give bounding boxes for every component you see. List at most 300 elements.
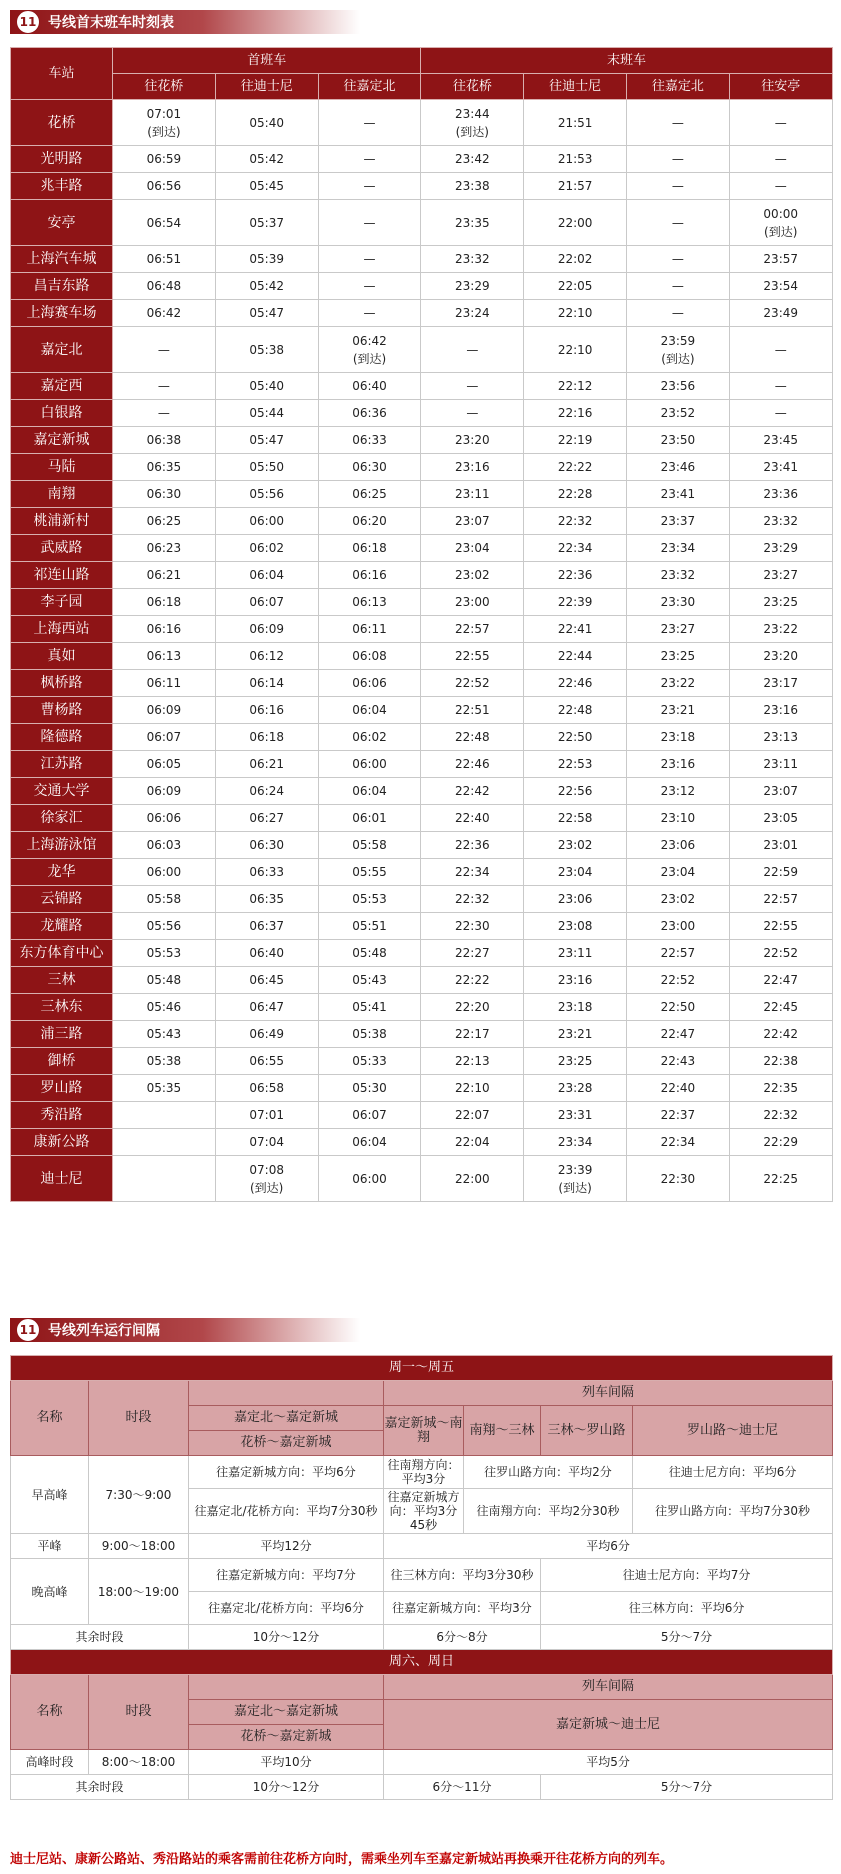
time-cell: 06:07 [318, 1102, 421, 1129]
time-cell: 05:44 [215, 400, 318, 427]
time-cell: 05:39 [215, 246, 318, 273]
time-cell: 23:11 [421, 481, 524, 508]
time-cell: 22:39 [524, 589, 627, 616]
time-cell: 05:38 [215, 327, 318, 373]
time-cell: 23:12 [627, 778, 730, 805]
station-row [11, 859, 833, 886]
pm-interval: 往迪士尼方向：平均7分 [541, 1559, 833, 1592]
time-cell: — [318, 300, 421, 327]
time-cell: 23:41 [729, 454, 832, 481]
time-cell: — [729, 373, 832, 400]
station-name: 罗山路 [11, 1075, 113, 1102]
time-cell: 23:18 [524, 994, 627, 1021]
time-cell: 22:46 [524, 670, 627, 697]
station-name: 上海游泳馆 [11, 832, 113, 859]
station-row [11, 300, 833, 327]
time-cell: 06:59 [113, 146, 216, 173]
time-cell: 06:08 [318, 643, 421, 670]
weekday-header: 周一～周五 [11, 1356, 833, 1381]
time-cell: 05:50 [215, 454, 318, 481]
time-cell: 22:50 [524, 724, 627, 751]
time-cell: 22:30 [627, 1156, 730, 1202]
station-name: 秀沿路 [11, 1102, 113, 1129]
time-cell: 23:25 [524, 1048, 627, 1075]
first-last-train-table [10, 47, 833, 1202]
time-cell: 23:30 [627, 589, 730, 616]
time-cell: 06:37 [215, 913, 318, 940]
time-cell: — [627, 246, 730, 273]
time-cell: 23:49 [729, 300, 832, 327]
interval-header: 列车间隔 [384, 1675, 833, 1700]
time-cell: 22:13 [421, 1048, 524, 1075]
time-cell: 22:16 [524, 400, 627, 427]
time-cell: 06:16 [318, 562, 421, 589]
time-cell: 22:44 [524, 643, 627, 670]
station-name: 上海西站 [11, 616, 113, 643]
time-cell: — [627, 300, 730, 327]
am-interval: 往罗山路方向：平均2分 [464, 1456, 633, 1489]
segment-jdxc-nx: 嘉定新城～南翔 [384, 1406, 464, 1456]
time-cell: 06:16 [113, 616, 216, 643]
time-cell: 23:29 [421, 273, 524, 300]
time-cell: 05:43 [113, 1021, 216, 1048]
station-row [11, 535, 833, 562]
station-name: 三林 [11, 967, 113, 994]
time-cell: 23:31 [524, 1102, 627, 1129]
time-cell: 23:21 [524, 1021, 627, 1048]
time-cell: — [729, 173, 832, 200]
segment-hq-jdxc: 花桥～嘉定新城 [189, 1431, 384, 1456]
other-interval: 6分～11分 [384, 1775, 541, 1800]
flat-label: 平峰 [11, 1534, 89, 1559]
time-cell: 06:47 [215, 994, 318, 1021]
interval-table [10, 1355, 833, 1800]
time-cell: 05:51 [318, 913, 421, 940]
time-cell: 23:00 [421, 589, 524, 616]
time-cell: 06:00 [318, 751, 421, 778]
time-cell: 23:16 [421, 454, 524, 481]
station-name: 交通大学 [11, 778, 113, 805]
time-cell: 21:51 [524, 100, 627, 146]
flat-interval: 平均6分 [384, 1534, 833, 1559]
time-cell: 06:02 [215, 535, 318, 562]
flat-time: 9:00～18:00 [89, 1534, 189, 1559]
time-cell: 21:53 [524, 146, 627, 173]
time-cell: 05:40 [215, 100, 318, 146]
station-row [11, 200, 833, 246]
interval-title: 号线列车运行间隔 [48, 1323, 160, 1339]
time-cell: 22:28 [524, 481, 627, 508]
other-interval: 10分～12分 [189, 1775, 384, 1800]
station-name: 白银路 [11, 400, 113, 427]
time-cell: 06:16 [215, 697, 318, 724]
station-name: 东方体育中心 [11, 940, 113, 967]
time-cell: 23:25 [627, 643, 730, 670]
time-cell: 23:13 [729, 724, 832, 751]
time-cell: 07:01 [215, 1102, 318, 1129]
time-cell: 22:10 [524, 327, 627, 373]
time-cell: 23:52 [627, 400, 730, 427]
blank-cell [189, 1675, 384, 1700]
time-cell: 22:35 [729, 1075, 832, 1102]
station-row [11, 373, 833, 400]
time-cell: 23:27 [729, 562, 832, 589]
time-cell: — [318, 200, 421, 246]
time-cell: 06:18 [215, 724, 318, 751]
time-cell: 06:13 [318, 589, 421, 616]
time-cell: 05:58 [318, 832, 421, 859]
time-cell: 06:23 [113, 535, 216, 562]
time-cell: 23:36 [729, 481, 832, 508]
time-cell: 06:13 [113, 643, 216, 670]
time-cell: — [113, 400, 216, 427]
time-cell: 22:36 [524, 562, 627, 589]
time-cell: 23:37 [627, 508, 730, 535]
time-cell: 05:47 [215, 300, 318, 327]
am-interval: 往嘉定新城方向：平均6分 [189, 1456, 384, 1489]
time-cell: 07:01 (到达) [113, 100, 216, 146]
time-cell: 05:56 [113, 913, 216, 940]
time-cell: 06:49 [215, 1021, 318, 1048]
time-cell: 22:20 [421, 994, 524, 1021]
segment-hq-jdxc: 花桥～嘉定新城 [189, 1725, 384, 1750]
direction-header: 往迪士尼 [215, 74, 318, 100]
time-cell: 23:02 [524, 832, 627, 859]
time-cell: 23:54 [729, 273, 832, 300]
time-cell [113, 1129, 216, 1156]
time-cell: 05:40 [215, 373, 318, 400]
station-row [11, 805, 833, 832]
time-cell: 23:16 [729, 697, 832, 724]
time-cell: 23:44 (到达) [421, 100, 524, 146]
time-cell: 22:04 [421, 1129, 524, 1156]
time-cell: 06:40 [215, 940, 318, 967]
time-cell: 22:51 [421, 697, 524, 724]
time-cell: 00:00 (到达) [729, 200, 832, 246]
time-cell: 23:17 [729, 670, 832, 697]
time-cell: 05:30 [318, 1075, 421, 1102]
time-cell: — [421, 400, 524, 427]
time-cell: — [627, 146, 730, 173]
time-cell: 22:55 [421, 643, 524, 670]
station-row [11, 643, 833, 670]
time-cell: 23:07 [421, 508, 524, 535]
time-cell: 06:25 [318, 481, 421, 508]
other-label: 其余时段 [11, 1625, 189, 1650]
transfer-note: 迪士尼站、康新公路站、秀沿路站的乘客需前往花桥方向时，需乘坐列车至嘉定新城站再换乘开往花桥方向的列车。 [10, 1852, 674, 1867]
time-cell: 05:42 [215, 273, 318, 300]
time-cell: 22:48 [421, 724, 524, 751]
time-cell: 06:07 [215, 589, 318, 616]
time-cell: 07:04 [215, 1129, 318, 1156]
station-name: 三林东 [11, 994, 113, 1021]
time-cell: 06:20 [318, 508, 421, 535]
line-11-badge: 11 [16, 10, 40, 34]
time-cell: 22:47 [627, 1021, 730, 1048]
time-cell: 22:48 [524, 697, 627, 724]
am-interval: 往南翔方向：平均3分 [384, 1456, 464, 1489]
time-cell [113, 1102, 216, 1129]
time-cell: 22:05 [524, 273, 627, 300]
station-row [11, 778, 833, 805]
time-cell: 22:10 [421, 1075, 524, 1102]
direction-header: 往花桥 [421, 74, 524, 100]
station-row [11, 616, 833, 643]
station-row [11, 1075, 833, 1102]
station-name: 徐家汇 [11, 805, 113, 832]
time-cell: — [421, 373, 524, 400]
time-cell: — [421, 327, 524, 373]
time-cell: 22:34 [627, 1129, 730, 1156]
time-cell: 06:12 [215, 643, 318, 670]
time-cell: 06:21 [113, 562, 216, 589]
time-cell: 23:05 [729, 805, 832, 832]
pm-interval: 往三林方向：平均6分 [541, 1592, 833, 1625]
time-cell: 22:40 [421, 805, 524, 832]
am-peak-label: 早高峰 [11, 1456, 89, 1534]
time-cell: 23:22 [729, 616, 832, 643]
time-cell: 22:22 [421, 967, 524, 994]
time-cell: 06:05 [113, 751, 216, 778]
time-cell: 22:52 [627, 967, 730, 994]
time-cell: 06:07 [113, 724, 216, 751]
station-name: 枫桥路 [11, 670, 113, 697]
other-interval: 5分～7分 [541, 1625, 833, 1650]
time-cell: 05:33 [318, 1048, 421, 1075]
time-cell: — [113, 373, 216, 400]
time-cell: 22:59 [729, 859, 832, 886]
station-row [11, 273, 833, 300]
time-cell: 22:42 [421, 778, 524, 805]
time-cell: 22:27 [421, 940, 524, 967]
segment-sl-lsl: 三林～罗山路 [541, 1406, 633, 1456]
time-cell: 06:56 [113, 173, 216, 200]
time-cell: 23:34 [627, 535, 730, 562]
time-cell: — [627, 200, 730, 246]
time-cell: 22:58 [524, 805, 627, 832]
time-cell: 23:20 [421, 427, 524, 454]
time-cell: 22:17 [421, 1021, 524, 1048]
station-name: 昌吉东路 [11, 273, 113, 300]
time-cell: 06:48 [113, 273, 216, 300]
time-cell: 06:40 [318, 373, 421, 400]
pm-interval: 往嘉定新城方向：平均7分 [189, 1559, 384, 1592]
time-cell: 23:01 [729, 832, 832, 859]
time-cell [113, 1156, 216, 1202]
timetable-body [11, 100, 833, 1202]
station-row [11, 1156, 833, 1202]
time-cell: 05:38 [113, 1048, 216, 1075]
time-cell: 23:16 [627, 751, 730, 778]
time-cell: 06:58 [215, 1075, 318, 1102]
time-cell: 23:34 [524, 1129, 627, 1156]
station-row [11, 327, 833, 373]
time-cell: 06:55 [215, 1048, 318, 1075]
other-label: 其余时段 [11, 1775, 189, 1800]
time-cell: 06:04 [318, 778, 421, 805]
time-cell: 06:02 [318, 724, 421, 751]
time-cell: 23:22 [627, 670, 730, 697]
time-cell: 22:12 [524, 373, 627, 400]
name-header: 名称 [11, 1381, 89, 1456]
time-cell: 23:27 [627, 616, 730, 643]
blank-cell [189, 1381, 384, 1406]
station-name: 上海汽车城 [11, 246, 113, 273]
station-name: 迪士尼 [11, 1156, 113, 1202]
other-interval: 10分～12分 [189, 1625, 384, 1650]
time-cell: 23:04 [627, 859, 730, 886]
time-cell: 06:04 [215, 562, 318, 589]
time-cell: 06:21 [215, 751, 318, 778]
pm-peak-label: 晚高峰 [11, 1559, 89, 1625]
time-cell: 22:37 [627, 1102, 730, 1129]
station-row [11, 454, 833, 481]
station-row [11, 724, 833, 751]
time-cell: 22:52 [421, 670, 524, 697]
time-cell: 22:45 [729, 994, 832, 1021]
other-interval: 5分～7分 [541, 1775, 833, 1800]
time-cell: 06:36 [318, 400, 421, 427]
time-cell: 21:57 [524, 173, 627, 200]
am-interval: 往罗山路方向：平均7分30秒 [633, 1489, 833, 1534]
time-cell: 22:38 [729, 1048, 832, 1075]
time-cell: — [627, 173, 730, 200]
station-name: 隆德路 [11, 724, 113, 751]
time-cell: 23:50 [627, 427, 730, 454]
time-cell: 23:06 [524, 886, 627, 913]
time-cell: 23:07 [729, 778, 832, 805]
time-cell: 06:33 [215, 859, 318, 886]
time-cell: 05:48 [113, 967, 216, 994]
time-cell: 06:18 [113, 589, 216, 616]
am-interval: 往南翔方向：平均2分30秒 [464, 1489, 633, 1534]
time-cell: 05:43 [318, 967, 421, 994]
station-row [11, 994, 833, 1021]
pm-interval: 往三林方向：平均3分30秒 [384, 1559, 541, 1592]
time-cell: 06:51 [113, 246, 216, 273]
time-cell: — [318, 146, 421, 173]
time-cell: — [729, 100, 832, 146]
time-cell: 05:58 [113, 886, 216, 913]
time-cell: 22:32 [729, 1102, 832, 1129]
time-cell: 22:10 [524, 300, 627, 327]
station-row [11, 1102, 833, 1129]
time-cell: 23:32 [729, 508, 832, 535]
interval-heading [10, 1318, 360, 1342]
time-cell: 22:52 [729, 940, 832, 967]
time-cell: 23:28 [524, 1075, 627, 1102]
time-cell: 23:35 [421, 200, 524, 246]
time-cell: — [627, 100, 730, 146]
station-name: 武威路 [11, 535, 113, 562]
segment-lsl-dsn: 罗山路～迪士尼 [633, 1406, 833, 1456]
station-name: 龙华 [11, 859, 113, 886]
station-row [11, 562, 833, 589]
time-cell: 23:38 [421, 173, 524, 200]
time-cell: — [318, 100, 421, 146]
time-cell: 06:35 [215, 886, 318, 913]
time-cell: 23:08 [524, 913, 627, 940]
time-cell: 05:37 [215, 200, 318, 246]
pm-interval: 往嘉定新城方向：平均3分 [384, 1592, 541, 1625]
time-cell: 06:33 [318, 427, 421, 454]
station-row [11, 751, 833, 778]
time-cell: 23:24 [421, 300, 524, 327]
direction-header: 往嘉定北 [318, 74, 421, 100]
segment-nx-sl: 南翔～三林 [464, 1406, 541, 1456]
time-cell: 23:00 [627, 913, 730, 940]
time-cell: — [318, 173, 421, 200]
time-cell: 23:29 [729, 535, 832, 562]
time-cell: — [729, 146, 832, 173]
station-row [11, 913, 833, 940]
time-cell: 06:14 [215, 670, 318, 697]
weekend-peak-interval: 平均10分 [189, 1750, 384, 1775]
time-cell: 06:30 [318, 454, 421, 481]
time-cell: 22:41 [524, 616, 627, 643]
weekend-peak-label: 高峰时段 [11, 1750, 89, 1775]
time-cell: — [729, 400, 832, 427]
time-cell: 06:30 [215, 832, 318, 859]
time-cell: 23:21 [627, 697, 730, 724]
time-cell: 05:48 [318, 940, 421, 967]
time-cell: 22:32 [421, 886, 524, 913]
time-cell: 06:18 [318, 535, 421, 562]
station-name: 光明路 [11, 146, 113, 173]
weekend-peak-time: 8:00～18:00 [89, 1750, 189, 1775]
time-cell: 06:04 [318, 697, 421, 724]
station-name: 祁连山路 [11, 562, 113, 589]
am-interval: 往嘉定新城方向：平均3分45秒 [384, 1489, 464, 1534]
time-cell: 06:45 [215, 967, 318, 994]
time-cell: 06:04 [318, 1129, 421, 1156]
am-interval: 往迪士尼方向：平均6分 [633, 1456, 833, 1489]
time-cell: 06:38 [113, 427, 216, 454]
direction-header: 往迪士尼 [524, 74, 627, 100]
station-row [11, 589, 833, 616]
time-cell: 06:42 (到达) [318, 327, 421, 373]
time-cell: — [318, 273, 421, 300]
weekend-header: 周六、周日 [11, 1650, 833, 1675]
time-cell: 23:57 [729, 246, 832, 273]
time-cell: 22:55 [729, 913, 832, 940]
station-name: 康新公路 [11, 1129, 113, 1156]
time-cell: 22:43 [627, 1048, 730, 1075]
time-cell: 06:35 [113, 454, 216, 481]
time-cell: 05:53 [318, 886, 421, 913]
time-cell: 06:11 [113, 670, 216, 697]
time-cell: 22:34 [421, 859, 524, 886]
station-row [11, 967, 833, 994]
time-cell: 06:09 [215, 616, 318, 643]
time-cell: 22:42 [729, 1021, 832, 1048]
time-cell: 23:18 [627, 724, 730, 751]
time-cell: 23:59 (到达) [627, 327, 730, 373]
time-cell: 06:09 [113, 697, 216, 724]
time-cell: 22:29 [729, 1129, 832, 1156]
first-train-header: 首班车 [113, 48, 421, 74]
time-cell: 23:06 [627, 832, 730, 859]
timetable-title: 号线首末班车时刻表 [48, 15, 174, 31]
time-cell: 22:07 [421, 1102, 524, 1129]
time-cell: 06:06 [318, 670, 421, 697]
direction-header: 往花桥 [113, 74, 216, 100]
time-cell: 06:54 [113, 200, 216, 246]
station-name: 桃浦新村 [11, 508, 113, 535]
time-cell: 05:56 [215, 481, 318, 508]
time-cell: 23:16 [524, 967, 627, 994]
time-cell: 05:38 [318, 1021, 421, 1048]
